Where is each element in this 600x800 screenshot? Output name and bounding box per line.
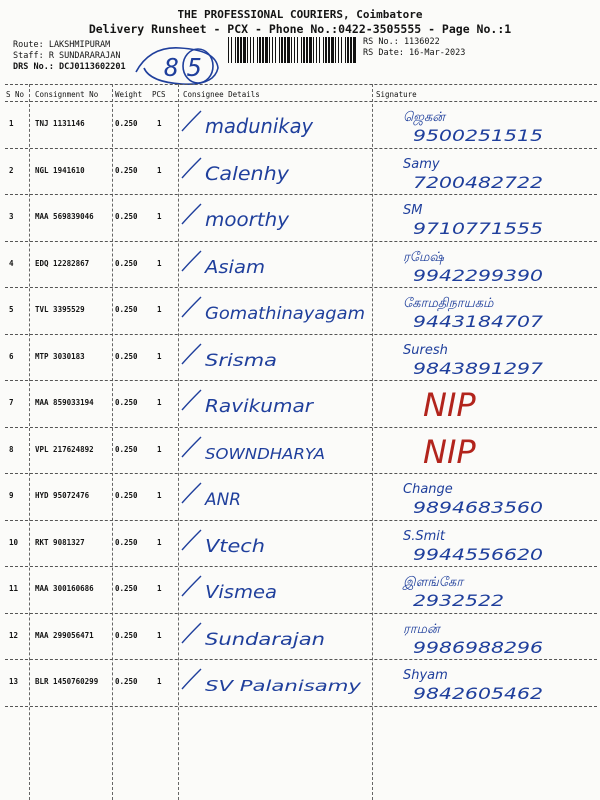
signature-phone: 2932522 xyxy=(413,591,504,610)
row-consignment-no: MAA 569839046 xyxy=(35,212,94,221)
row-signature xyxy=(373,287,595,333)
col-header-consignment: Consignment No xyxy=(35,90,99,99)
row-consignee-handwriting xyxy=(179,613,373,659)
row-weight: 0.250 xyxy=(115,258,138,268)
row-consignment-no: MAA 859033194 xyxy=(35,398,94,407)
col-divider xyxy=(112,84,113,800)
row-consignee-name: Asiam xyxy=(203,256,265,278)
row-consignee-name: Ravikumar xyxy=(205,396,315,417)
runsheet-title: Delivery Runsheet - PCX - Phone No.:0422-3505555 - Page No.:1 xyxy=(88,22,512,36)
row-weight: 0.250 xyxy=(115,351,138,361)
row-consignment-no: TVL 3395529 xyxy=(35,305,85,314)
row-signature xyxy=(373,473,595,519)
rs-date: RS Date: 16-Mar-2023 xyxy=(363,48,466,58)
row-sno: 8 xyxy=(9,444,14,454)
row-consignment-no: MTP 3030183 xyxy=(35,351,85,361)
barcode-icon xyxy=(228,37,356,63)
col-header-sno: S No xyxy=(6,90,25,99)
row-consignee-handwriting xyxy=(179,148,373,194)
row-consignment-no: HYD 95072476 xyxy=(35,491,90,500)
row-sno: 4 xyxy=(9,258,14,268)
row-consignment-no: TNJ 1131146 xyxy=(35,119,85,128)
row-weight: 0.250 xyxy=(115,212,138,221)
row-pcs: 1 xyxy=(157,258,162,268)
company-title: THE PROFESSIONAL COURIERS, Coimbatore xyxy=(177,8,423,21)
staff-label: Staff: R SUNDARARAJAN xyxy=(13,51,121,61)
row-consignee-handwriting xyxy=(179,241,373,287)
row-pcs: 1 xyxy=(157,444,162,454)
signature-phone: 9986988296 xyxy=(413,637,543,657)
row-weight: 0.250 xyxy=(115,119,138,128)
row-weight: 0.250 xyxy=(115,584,138,593)
row-consignee-name: Vismea xyxy=(205,582,277,603)
signature-name: Shyam xyxy=(403,668,448,683)
row-consignee-name: Sundarajan xyxy=(205,629,325,650)
rs-number: RS No.: 1136022 xyxy=(363,37,440,47)
row-signature xyxy=(373,148,595,194)
row-weight: 0.250 xyxy=(115,305,138,314)
row-signature xyxy=(373,334,595,380)
signature-phone: 9443184707 xyxy=(413,312,545,331)
row-signature xyxy=(373,427,595,473)
row-consignment-no: RKT 9081327 xyxy=(35,537,85,547)
signature-phone: 7200482722 xyxy=(413,172,543,192)
row-pcs: 1 xyxy=(157,165,162,175)
row-consignee-handwriting xyxy=(179,659,373,705)
row-signature xyxy=(373,194,595,240)
col-divider xyxy=(29,84,30,800)
signature-phone: 9942299390 xyxy=(413,265,543,285)
row-signature xyxy=(373,380,595,426)
row-consignee-handwriting xyxy=(179,380,373,426)
row-weight: 0.250 xyxy=(115,398,138,407)
row-consignee-handwriting xyxy=(179,101,373,147)
signature-phone: 9500251515 xyxy=(413,126,543,145)
signature-phone: 9944556620 xyxy=(413,544,543,564)
row-sno: 3 xyxy=(9,212,14,221)
row-signature xyxy=(373,241,595,287)
row-pcs: 1 xyxy=(157,491,162,500)
row-sno: 12 xyxy=(9,630,19,640)
signature-name: ரமேஷ் xyxy=(403,249,444,265)
signature-name: ஜெகன் xyxy=(403,110,445,125)
row-consignee-handwriting xyxy=(179,473,373,519)
col-header-details: Consignee Details xyxy=(183,90,260,99)
signature-name: Change xyxy=(403,482,453,497)
row-sno: 5 xyxy=(9,305,14,314)
row-pcs: 1 xyxy=(157,212,162,221)
signature-name: NIP xyxy=(423,432,476,471)
row-weight: 0.250 xyxy=(115,630,138,640)
signature-name: கோமதிநாயகம் xyxy=(403,296,494,311)
row-consignment-no: NGL 1941610 xyxy=(35,165,85,175)
signature-phone: 9842605462 xyxy=(413,684,543,703)
signature-name: NIP xyxy=(423,386,476,424)
row-consignee-handwriting xyxy=(179,427,373,473)
row-consignee-handwriting xyxy=(179,520,373,566)
row-sno: 11 xyxy=(9,584,19,593)
row-signature xyxy=(373,613,595,659)
row-consignee-name: moorthy xyxy=(205,209,290,231)
row-weight: 0.250 xyxy=(115,677,138,686)
row-consignee-name: Calenhy xyxy=(205,162,290,185)
row-consignee-name: madunikay xyxy=(205,114,315,138)
signature-phone: 9710771555 xyxy=(413,219,543,238)
row-sno: 7 xyxy=(9,398,14,407)
row-pcs: 1 xyxy=(157,630,162,640)
signature-name: Suresh xyxy=(403,342,448,358)
signature-name: S.Smit xyxy=(403,528,446,544)
route-label: Route: LAKSHMIPURAM xyxy=(13,40,111,50)
signature-name: Samy xyxy=(403,156,440,172)
handwritten-count xyxy=(130,38,230,90)
row-sno: 10 xyxy=(9,537,19,547)
row-consignee-name: Srisma xyxy=(205,350,277,371)
row-consignment-no: MAA 300160686 xyxy=(35,584,94,593)
row-consignee-handwriting xyxy=(179,566,373,612)
row-sno: 6 xyxy=(9,351,14,361)
row-consignee-name: Vtech xyxy=(205,535,265,557)
row-pcs: 1 xyxy=(157,584,162,593)
row-consignee-handwriting xyxy=(179,287,373,333)
signature-name: SM xyxy=(403,203,423,218)
row-consignment-no: BLR 1450760299 xyxy=(35,677,99,686)
col-header-signature: Signature xyxy=(376,90,417,99)
col-header-pcs: PCS xyxy=(152,90,166,99)
row-weight: 0.250 xyxy=(115,491,138,500)
table-top-border xyxy=(5,84,597,85)
row-pcs: 1 xyxy=(157,351,162,361)
row-consignee-handwriting xyxy=(179,194,373,240)
row-weight: 0.250 xyxy=(115,537,138,547)
handwritten-count-text: 85 xyxy=(164,53,211,82)
signature-name: இளங்கோ xyxy=(403,575,464,590)
row-signature xyxy=(373,520,595,566)
row-weight: 0.250 xyxy=(115,165,138,175)
row-pcs: 1 xyxy=(157,119,162,128)
row-pcs: 1 xyxy=(157,305,162,314)
row-sno: 13 xyxy=(9,677,19,686)
signature-phone: 9894683560 xyxy=(413,498,543,517)
row-sno: 1 xyxy=(9,119,14,128)
row-pcs: 1 xyxy=(157,398,162,407)
row-signature xyxy=(373,659,595,705)
drs-number: DRS No.: DCJ0113602201 xyxy=(13,62,126,72)
row-pcs: 1 xyxy=(157,677,162,686)
row-signature xyxy=(373,566,595,612)
row-consignment-no: MAA 299056471 xyxy=(35,630,94,640)
row-consignee-name: SV Palanisamy xyxy=(205,677,363,695)
row-consignee-name: ANR xyxy=(204,490,241,510)
row-divider xyxy=(5,706,597,707)
row-consignee-name: Gomathinayagam xyxy=(205,304,365,324)
col-header-weight: Weight xyxy=(115,90,143,99)
row-signature xyxy=(373,101,595,147)
signature-name: ராமன் xyxy=(403,621,440,637)
row-pcs: 1 xyxy=(157,537,162,547)
row-consignee-handwriting xyxy=(179,334,373,380)
row-consignee-name: SOWNDHARYA xyxy=(205,444,325,463)
row-weight: 0.250 xyxy=(115,444,138,454)
row-sno: 2 xyxy=(9,165,14,175)
row-consignment-no: VPL 217624892 xyxy=(35,444,94,454)
signature-phone: 9843891297 xyxy=(413,358,545,378)
row-sno: 9 xyxy=(9,491,14,500)
row-consignment-no: EDQ 12282867 xyxy=(35,258,90,268)
